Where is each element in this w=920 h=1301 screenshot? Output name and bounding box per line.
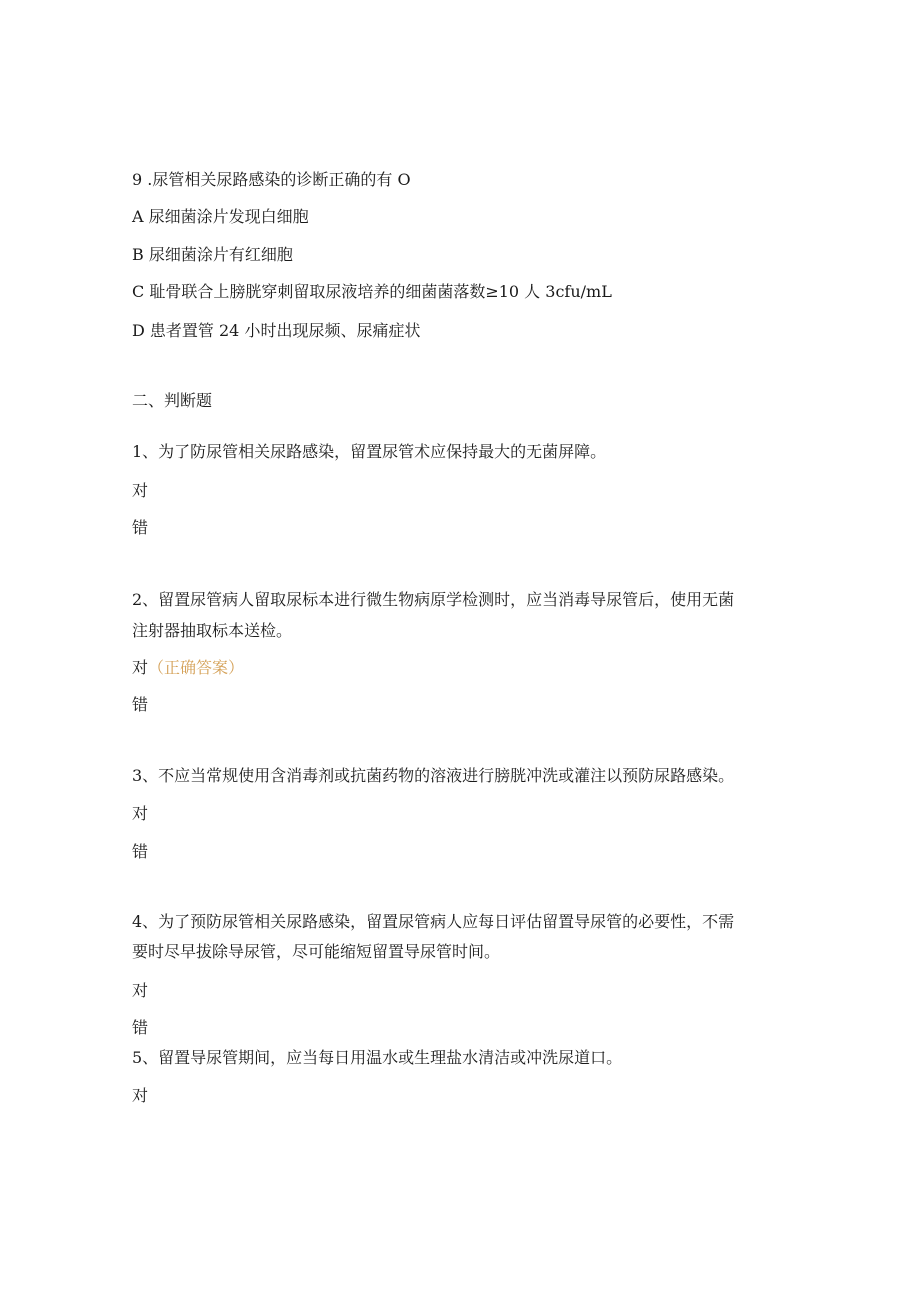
false-option: 错 [132,695,149,714]
question-text: 1、为了防尿管相关尿路感染，留置尿管术应保持最大的无菌屏障。 [132,442,607,461]
section-heading: 二、判断题 [132,391,213,410]
true-option [132,657,244,679]
question-text: 2、留置尿管病人留取尿标本进行微生物病原学检测时，应当消毒导尿管后，使用无菌 [132,590,735,609]
question-9-option-a: A 尿细菌涂片发现白细胞 [132,207,309,226]
question-9-option-b: B 尿细菌涂片有红细胞 [132,245,293,264]
question-9-option-c: C 耻骨联合上膀胱穿刺留取尿液培养的细菌菌落数≥10 人 3cfu/mL [132,282,612,301]
true-option: 对 [132,1086,149,1105]
true-option: 对 [132,804,149,823]
true-option: 对 [132,481,149,500]
question-text: 5、留置导尿管期间，应当每日用温水或生理盐水清洁或冲洗尿道口。 [132,1048,623,1067]
true-option: 对 [132,981,149,1000]
false-option: 错 [132,518,149,537]
question-text: 3、不应当常规使用含消毒剂或抗菌药物的溶液进行膀胱冲洗或灌注以预防尿路感染。 [132,766,735,785]
true-option-label: 对 [132,658,149,677]
false-option: 错 [132,842,149,861]
question-text-continued: 注射器抽取标本送检。 [132,621,293,640]
false-option: 错 [132,1018,149,1037]
question-9-stem: 9 .尿管相关尿路感染的诊断正确的有 O [132,170,411,189]
question-9-option-d: D 患者置管 24 小时出现尿频、尿痛症状 [132,321,421,340]
question-text: 4、为了预防尿管相关尿路感染，留置尿管病人应每日评估留置导尿管的必要性，不需 [132,912,735,931]
question-text-continued: 要时尽早拔除导尿管，尽可能缩短留置导尿管时间。 [132,942,501,961]
correct-answer-note: （正确答案） [148,658,245,677]
